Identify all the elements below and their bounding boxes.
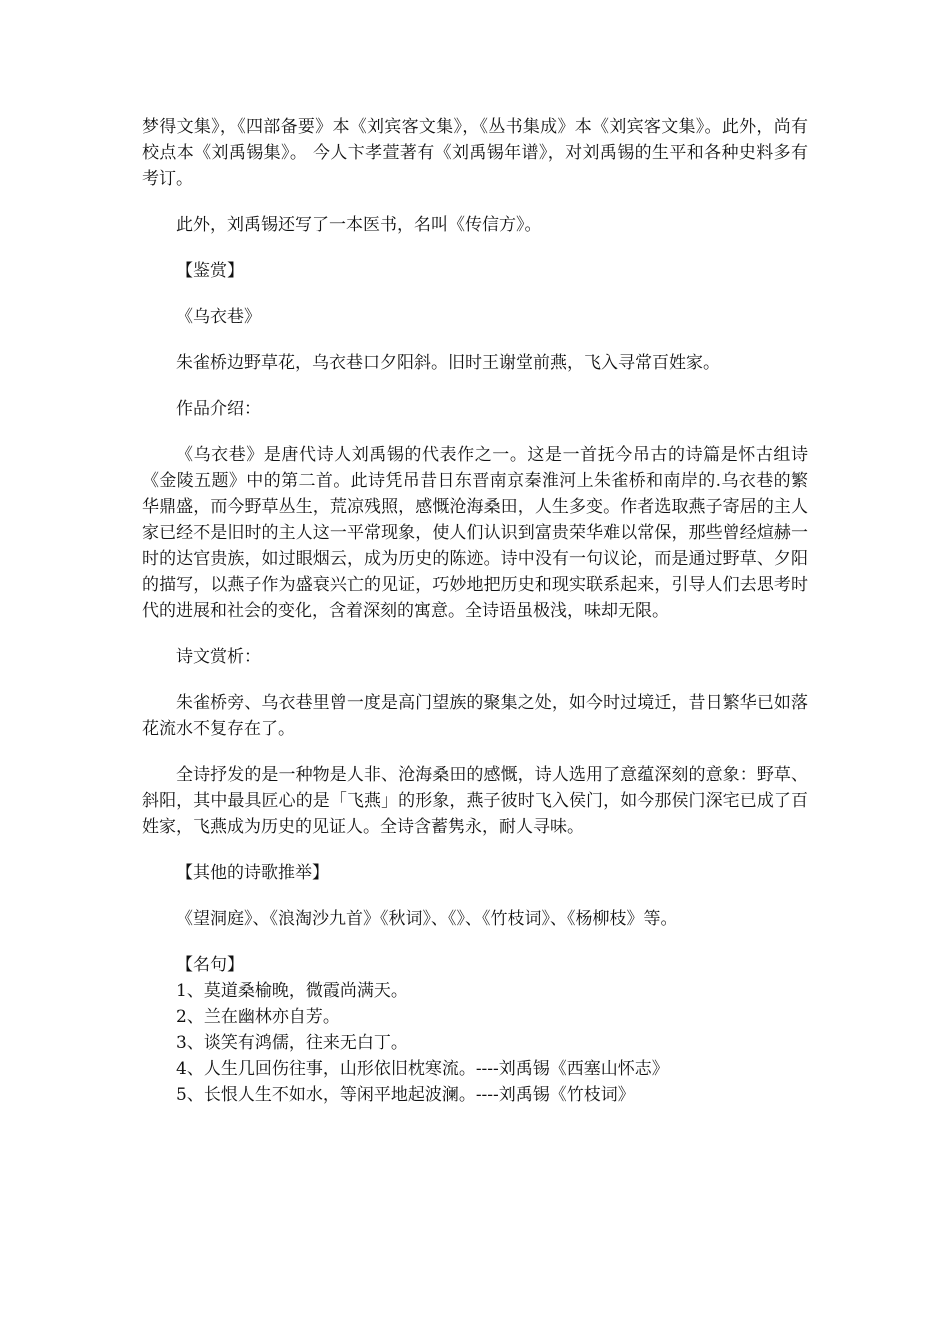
intro-paragraph: 梦得文集》，《四部备要》本《刘宾客文集》，《丛书集成》本《刘宾客文集》。此外，尚有校点本《刘禹锡集》。 今人卞孝萱著有《刘禹锡年谱》，对刘禹锡的生平和各种史料多有考订。 [142,117,808,189]
analysis-paragraph-1: 朱雀桥旁、乌衣巷里曾一度是高门望族的聚集之处，如今时过境迁，昔日繁华已如落花流水不复存在了。 [142,693,808,739]
document-page [142,114,808,1108]
work-intro-text: 《乌衣巷》是唐代诗人刘禹锡的代表作之一。这是一首抚今吊古的诗篇是怀古组诗《金陵五题》中的第二首。此诗凭吊昔日东晋南京秦淮河上朱雀桥和南岸的.乌衣巷的繁华鼎盛，而今野草丛生，荒凉残照，感慨沧海桑田，人生多变。作者选取燕子寄居的主人家已经不是旧时的主人这一平常现象，使人们认识到富贵荣华难以常保，那些曾经煊赫一时的达官贵族，如过眼烟云，成为历史的陈迹。诗中没有一句议论，而是通过野草、夕阳的描写，以燕子作为盛衰兴亡的见证，巧妙地把历史和现实联系起来，引导人们去思考时代的进展和社会的变化，含着深刻的寓意。全诗语虽极浅，味却无限。 [142,445,808,621]
appreciation-heading: 【鉴赏】 [176,261,244,281]
famous-line-item: 2、兰在幽林亦自芳。 [176,1007,340,1027]
analysis-label: 诗文赏析： [176,647,261,667]
analysis-paragraph-2: 全诗抒发的是一种物是人非、沧海桑田的感慨，诗人选用了意蕴深刻的意象：野草、斜阳，其中最具匠心的是「飞燕」的形象，燕子彼时飞入侯门，如今那侯门深宅已成了百姓家，飞燕成为历史的见证人。全诗含蓄隽永，耐人寻味。 [142,765,808,837]
famous-line-item: 1、莫道桑榆晚，微霞尚满天。 [176,981,408,1001]
other-poems-heading: 【其他的诗歌推举】 [176,863,329,883]
famous-lines-heading: 【名句】 [176,955,244,975]
other-poems-text: 《望洞庭》、《浪淘沙九首》《秋词》、《》、《竹枝词》、《杨柳枝》等。 [176,909,678,929]
medical-book-paragraph: 此外，刘禹锡还写了一本医书，名叫《传信方》。 [176,215,542,235]
poem-title: 《乌衣巷》 [176,307,261,327]
famous-line-item: 5、长恨人生不如水，等闲平地起波澜。----刘禹锡《竹枝词》 [176,1085,635,1105]
famous-line-item: 3、谈笑有鸿儒，往来无白丁。 [176,1033,408,1053]
poem-text: 朱雀桥边野草花，乌衣巷口夕阳斜。旧时王谢堂前燕，飞入寻常百姓家。 [176,353,720,373]
famous-line-item: 4、人生几回伤往事，山形依旧枕寒流。----刘禹锡《西塞山怀志》 [176,1059,669,1079]
work-intro-label: 作品介绍： [176,399,261,419]
